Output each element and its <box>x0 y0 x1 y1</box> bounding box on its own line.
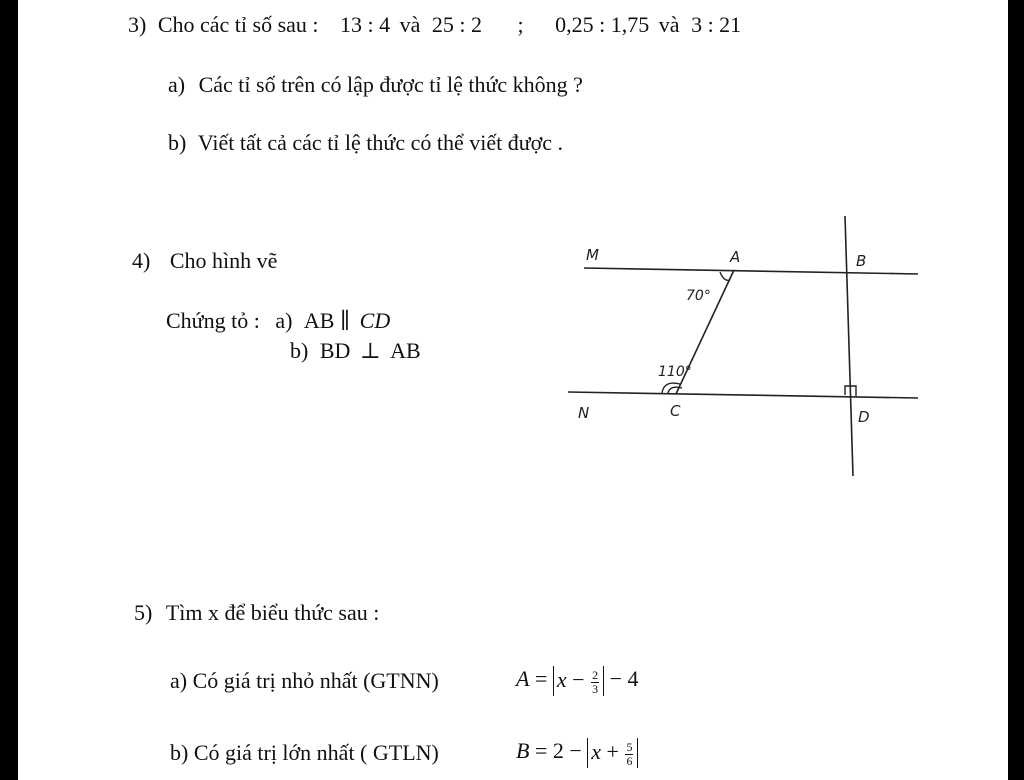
q5-b-fraction <box>625 741 633 768</box>
q5-a-denominator: 3 <box>592 681 599 696</box>
q4-b-left: BD <box>319 338 351 363</box>
question-4 <box>132 248 277 274</box>
label-m: M <box>586 246 599 264</box>
q5-intro: Tìm x để biểu thức sau : <box>165 600 380 625</box>
q5-a-expression <box>516 666 638 696</box>
q5-b-var: x <box>591 739 602 765</box>
q4-intro: Cho hình vẽ <box>169 248 278 273</box>
q5-a-absolute <box>553 666 604 695</box>
q5-part-b <box>170 740 439 766</box>
angle-c-label: 110° <box>658 364 692 380</box>
q5-a-tail: − 4 <box>609 666 639 691</box>
geometry-figure <box>548 210 968 490</box>
q3-b-text: Viết tất cả các tỉ lệ thức có thể viết được . <box>197 130 564 155</box>
q3-number: 3) <box>128 12 147 37</box>
q4-a-left: AB <box>303 308 335 333</box>
q3-ratio-3: 0,25 : 1,75 <box>555 12 650 37</box>
angle-a-mark <box>720 272 730 280</box>
q5-a-fraction <box>591 669 599 696</box>
q3-separator: ; <box>517 12 524 37</box>
angle-a-label: 70° <box>686 288 711 304</box>
q4-a-label: a) <box>275 308 293 333</box>
q3-ratio-1: 13 : 4 <box>340 12 391 37</box>
q5-a-op: − <box>572 667 585 693</box>
label-c: C <box>670 402 681 420</box>
q5-part-a <box>170 668 439 694</box>
q3-part-a <box>168 72 583 98</box>
q3-b-label: b) <box>168 130 187 155</box>
label-b: B <box>856 252 867 270</box>
label-n: N <box>578 404 590 422</box>
line-bd <box>845 216 853 476</box>
label-a: A <box>730 248 741 266</box>
q3-ratio-2: 25 : 2 <box>431 12 483 37</box>
document-page <box>18 0 1008 780</box>
q5-b-numerator: 5 <box>626 739 633 754</box>
q5-a-eq: = <box>534 666 548 691</box>
line-ncd <box>568 392 918 398</box>
q3-a-text: Các tỉ số trên có lập được tỉ lệ thức không ? <box>198 72 583 97</box>
q5-a-text: a) Có giá trị nhỏ nhất (GTNN) <box>170 668 439 693</box>
angle-c-mark-2 <box>668 387 682 393</box>
q5-b-op: + <box>606 739 619 765</box>
q4-a-right: CD <box>359 308 391 333</box>
q3-and-2: và <box>658 12 680 37</box>
q5-a-var: x <box>556 667 567 693</box>
q3-ratio-4: 3 : 21 <box>691 12 742 37</box>
q5-a-numerator: 2 <box>592 667 599 682</box>
q4-number: 4) <box>132 248 151 273</box>
q4-a-symbol: ∥ <box>339 308 351 333</box>
q5-a-lhs: A <box>516 666 530 691</box>
line-mab <box>584 268 918 274</box>
q5-b-absolute <box>587 738 638 767</box>
q5-b-denominator: 6 <box>626 753 633 768</box>
q3-part-b <box>168 130 563 156</box>
q5-b-expression <box>516 738 638 768</box>
q4-b-label: b) <box>290 338 309 363</box>
q5-b-eq: = 2 − <box>534 738 582 763</box>
q4-prove-a <box>166 308 390 334</box>
q3-a-label: a) <box>168 72 186 97</box>
question-5 <box>134 600 379 626</box>
question-3 <box>128 12 741 38</box>
label-d: D <box>858 408 870 426</box>
q4-prove-label: Chứng tỏ : <box>166 308 260 333</box>
q5-number: 5) <box>134 600 153 625</box>
q4-b-right: AB <box>390 338 421 363</box>
q3-intro: Cho các tỉ số sau : <box>157 12 319 37</box>
q4-b-symbol: ⊥ <box>359 338 381 363</box>
q3-and-1: và <box>399 12 421 37</box>
q4-prove-b <box>290 338 421 364</box>
q5-b-text: b) Có giá trị lớn nhất ( GTLN) <box>170 740 439 765</box>
q5-b-lhs: B <box>516 738 530 763</box>
